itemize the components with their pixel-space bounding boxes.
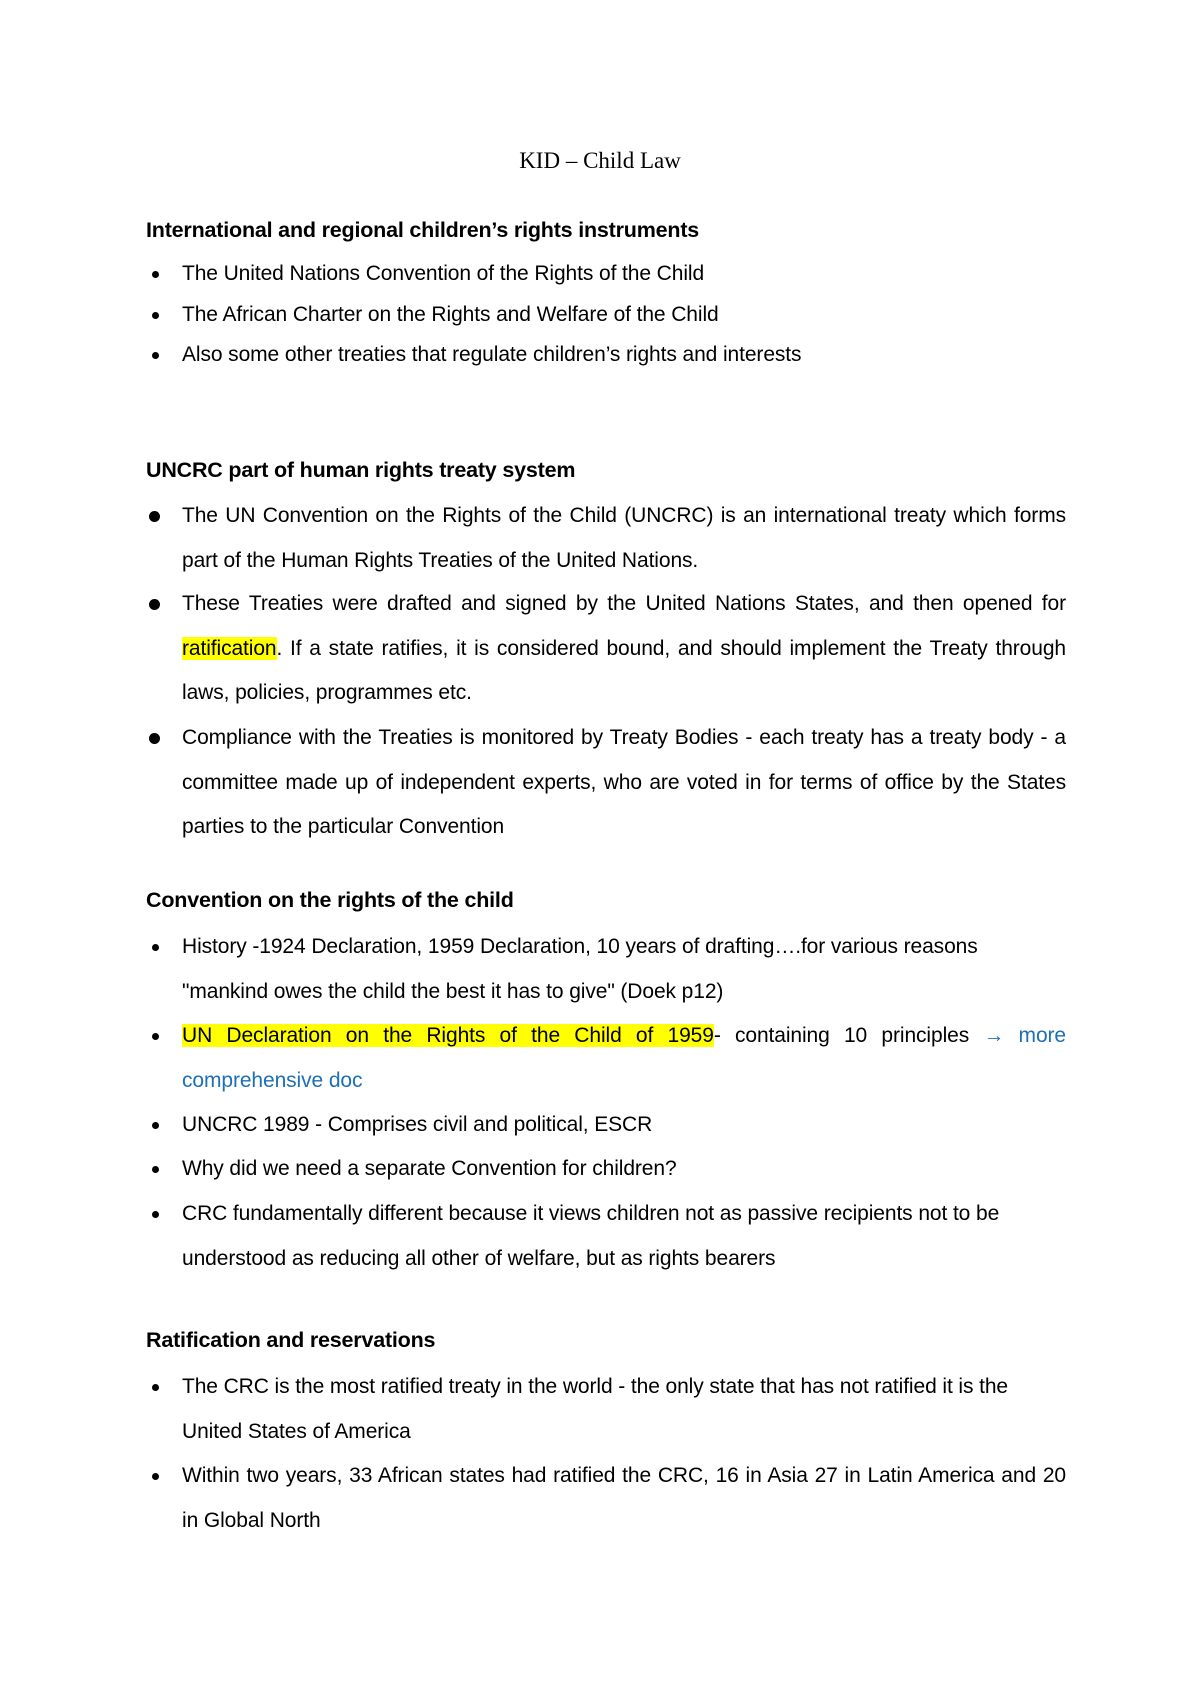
highlighted-term: ratification (182, 636, 277, 660)
list-item: The UN Convention on the Rights of the Child (UNCRC) is an international treaty which forms part of the Human Rights Treaties of the United Nations. (146, 494, 1066, 583)
bullet-icon (149, 733, 160, 744)
list-item: The African Charter on the Rights and Welfare of the Child (146, 301, 1066, 329)
list-item: Also some other treaties that regulate children’s rights and interests (146, 341, 1066, 369)
bullet-icon (152, 312, 159, 319)
list-item: UN Declaration on the Rights of the Child of 1959- containing 10 principles → more comprehensive doc (146, 1014, 1066, 1103)
bullet-icon (152, 1033, 159, 1040)
list-item: Why did we need a separate Convention for children? (146, 1147, 1066, 1192)
highlighted-term: UN Declaration on the Rights of the Child of 1959 (182, 1024, 714, 1047)
section-heading-convention-rights-child: Convention on the rights of the child (146, 888, 514, 912)
list-item: CRC fundamentally different because it views children not as passive recipients not to be understood as reducing all other of welfare, but as rights bearers (146, 1192, 1066, 1281)
blue-note: more comprehensive doc (182, 1024, 1066, 1092)
bullet-icon (152, 1122, 159, 1129)
list-item: The United Nations Convention of the Rights of the Child (146, 260, 1066, 288)
section-heading-instruments: International and regional children’s rights instruments (146, 218, 700, 242)
list-item: Within two years, 33 African states had ratified the CRC, 16 in Asia 27 in Latin America and 20 in Global North (146, 1454, 1066, 1543)
bullet-icon (152, 1166, 159, 1173)
list-item: These Treaties were drafted and signed by the United Nations States, and then opened for ratification. If a state ratifies, it is considered bound, and should implement the Treaty through laws, policies, programmes etc. (146, 582, 1066, 716)
bullet-icon (152, 944, 159, 951)
bullet-icon (152, 1473, 159, 1480)
list-item: The CRC is the most ratified treaty in the world - the only state that has not ratified it is the United States of America (146, 1365, 1066, 1454)
bullet-icon (149, 599, 160, 610)
section-heading-uncrc-treaty-system: UNCRC part of human rights treaty system (146, 458, 576, 482)
list-item: Compliance with the Treaties is monitored by Treaty Bodies - each treaty has a treaty body - a committee made up of independent experts, who are voted in for terms of office by the States parties to the particular Convention (146, 716, 1066, 850)
bullet-icon (152, 1384, 159, 1391)
document-title: KID – Child Law (519, 148, 681, 173)
bullet-icon (152, 271, 159, 278)
bullet-icon (152, 352, 159, 359)
list-item: UNCRC 1989 - Comprises civil and political, ESCR (146, 1103, 1066, 1148)
bullet-icon (149, 511, 160, 522)
arrow-right-icon: → (983, 1024, 1005, 1047)
section-heading-ratification: Ratification and reservations (146, 1328, 436, 1352)
list-item: History -1924 Declaration, 1959 Declaration, 10 years of drafting….for various reasons "mankind owes the child the best it has to give" (Doek p12) (146, 925, 1066, 1014)
bullet-icon (152, 1211, 159, 1218)
